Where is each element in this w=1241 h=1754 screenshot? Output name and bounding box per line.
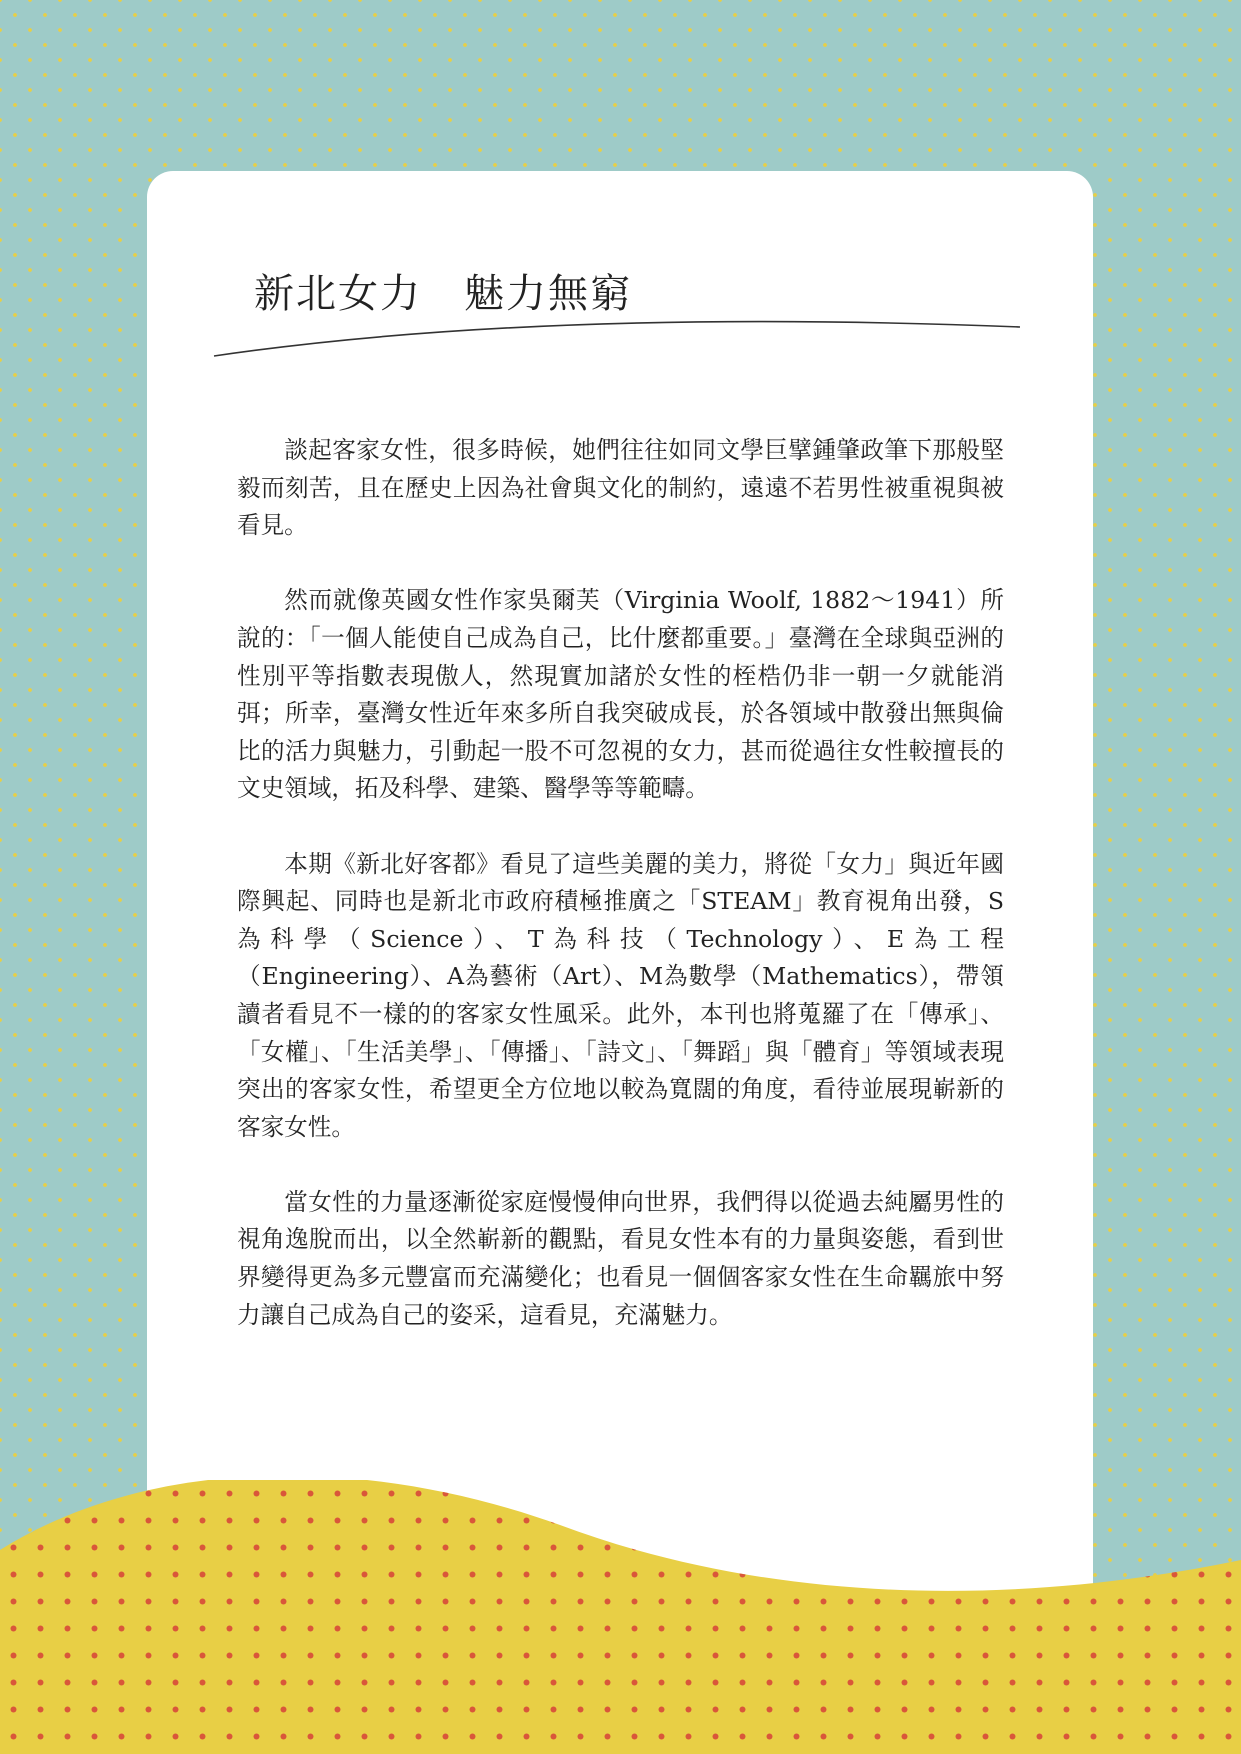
page-title: 新北女力 魅力無窮	[254, 271, 632, 317]
paragraph-4: 當女性的力量逐漸從家庭慢慢伸向世界，我們得以從過去純屬男性的視角逸脫而出，以全然嶄新的觀點，看見女性本有的力量與姿態，看到世界變得更為多元豐富而充滿變化；也看見一個個客家女性在生命羈旅中努力讓自己成為自己的姿采，這看見，充滿魅力。	[237, 1187, 1004, 1329]
paragraph-3: 本期《新北好客都》看見了這些美麗的美力，將從「女力」與近年國際興起、同時也是新北市政府積極推廣之「STEAM」教育視角出發，S為科學（Science）、T為科技（Technology）、E為工程（Engineering）、A為藝術（Art）、M為數學（Mathematics），帶領讀者看見不一樣的的客家女性風采。此外，本刊也將蒐羅了在「傳承」、「女權」、「生活美學」、「傳播」、「詩文」、「舞蹈」與「體育」等領域表現突出的客家女性，希望更全方位地以較為寬闊的角度，看待並展現嶄新的客家女性。	[237, 849, 1004, 1141]
paragraph-2: 然而就像英國女性作家吳爾芙（Virginia Woolf, 1882～1941）所說的：「一個人能使自己成為自己，比什麼都重要。」臺灣在全球與亞洲的性別平等指數表現傲人，然現實加諸於女性的桎梏仍非一朝一夕就能消弭；所幸，臺灣女性近年來多所自我突破成長，於各領域中散發出無與倫比的活力與魅力，引動起一股不可忽視的女力，甚而從過往女性較擅長的文史領域，拓及科學、建築、醫學等等範疇。	[237, 586, 1004, 803]
article-body	[237, 432, 1004, 1372]
paragraph-1: 談起客家女性，很多時候，她們往往如同文學巨擘鍾肇政筆下那般堅毅而刻苦，且在歷史上因為社會與文化的制約，遠遠不若男性被重視與被看見。	[237, 436, 1004, 540]
yellow-wave-decoration	[0, 1480, 1241, 1754]
title-underline-curve	[212, 310, 1022, 360]
